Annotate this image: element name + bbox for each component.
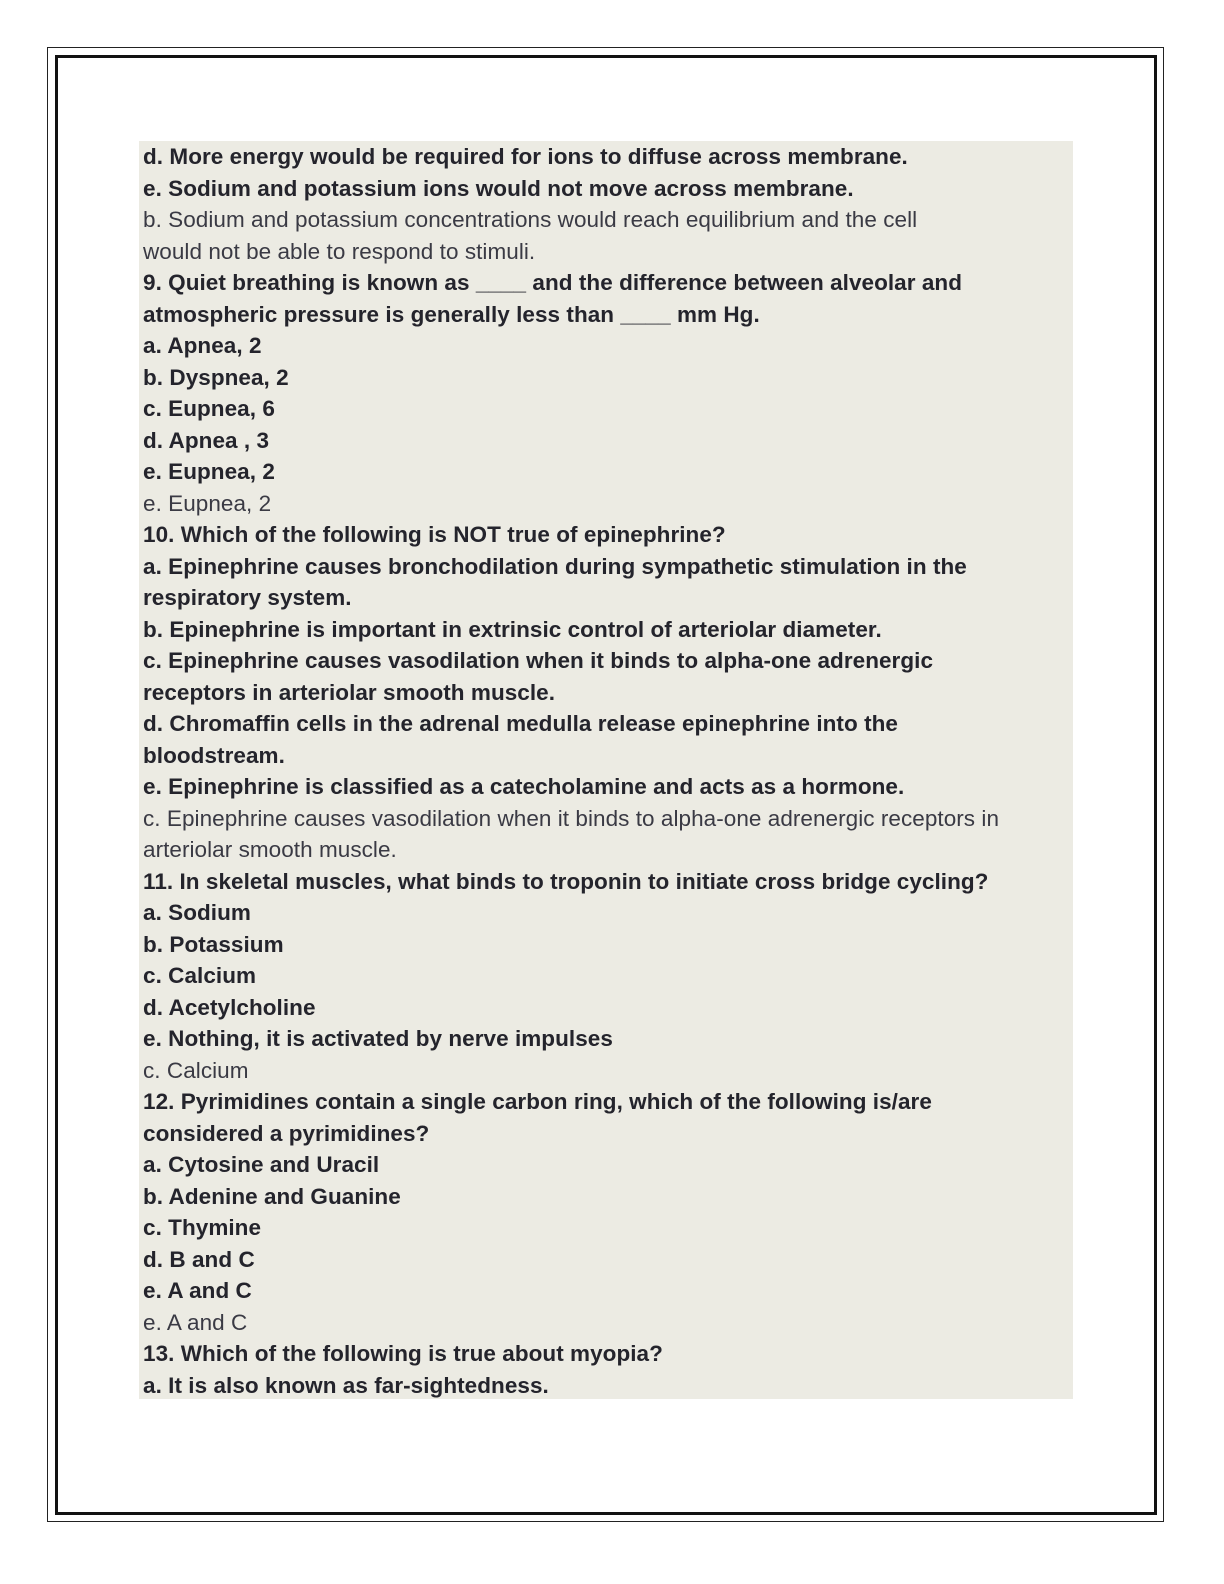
document-text-block bbox=[139, 141, 1073, 1399]
question-line: 13. Which of the following is true about myopia? bbox=[143, 1341, 663, 1366]
question-line: c. Eupnea, 6 bbox=[143, 396, 275, 421]
answer-line: e. Eupnea, 2 bbox=[143, 490, 272, 516]
question-line: respiratory system. bbox=[143, 585, 352, 610]
question-line: 10. Which of the following is NOT true of epinephrine? bbox=[143, 522, 726, 547]
question-line: e. A and C bbox=[143, 1278, 252, 1303]
question-line: e. Sodium and potassium ions would not move across membrane. bbox=[143, 175, 854, 201]
question-line: d. Chromaffin cells in the adrenal medulla release epinephrine into the bbox=[143, 711, 898, 736]
question-line: e. Nothing, it is activated by nerve impulses bbox=[143, 1026, 613, 1051]
question-line: e. Epinephrine is classified as a catecholamine and acts as a hormone. bbox=[143, 774, 905, 799]
question-line: considered a pyrimidines? bbox=[143, 1120, 430, 1146]
question-line: a. Sodium bbox=[143, 900, 251, 925]
answer-line: would not be able to respond to stimuli. bbox=[143, 238, 536, 264]
question-line: e. Eupnea, 2 bbox=[143, 459, 275, 484]
question-line: b. Epinephrine is important in extrinsic control of arteriolar diameter. bbox=[143, 616, 882, 642]
answer-line: e. A and C bbox=[143, 1309, 248, 1335]
answer-line: c. Calcium bbox=[143, 1057, 249, 1083]
question-line: d. Acetylcholine bbox=[143, 994, 316, 1020]
answer-line: arteriolar smooth muscle. bbox=[143, 837, 397, 862]
question-line: b. Potassium bbox=[143, 931, 284, 957]
question-line: 11. In skeletal muscles, what binds to troponin to initiate cross bridge cycling? bbox=[143, 868, 989, 894]
question-line: a. Cytosine and Uracil bbox=[143, 1152, 380, 1177]
question-line: bloodstream. bbox=[143, 742, 285, 768]
question-line: receptors in arteriolar smooth muscle. bbox=[143, 679, 556, 705]
question-line: a. It is also known as far-sightedness. bbox=[143, 1372, 549, 1398]
question-line: d. B and C bbox=[143, 1246, 255, 1272]
question-line: b. Adenine and Guanine bbox=[143, 1183, 401, 1209]
question-line: b. Dyspnea, 2 bbox=[143, 364, 289, 390]
question-line: 9. Quiet breathing is known as ____ and the difference between alveolar and bbox=[143, 270, 962, 295]
question-line: c. Thymine bbox=[143, 1215, 262, 1240]
answer-line: c. Epinephrine causes vasodilation when it binds to alpha-one adrenergic receptors in bbox=[143, 805, 1000, 831]
question-line: 12. Pyrimidines contain a single carbon ring, which of the following is/are bbox=[143, 1089, 932, 1114]
answer-line: b. Sodium and potassium concentrations would reach equilibrium and the cell bbox=[143, 207, 918, 232]
question-line: a. Apnea, 2 bbox=[143, 333, 262, 358]
question-line: d. Apnea , 3 bbox=[143, 427, 270, 453]
question-line: atmospheric pressure is generally less than ____ mm Hg. bbox=[143, 301, 760, 327]
question-line: c. Calcium bbox=[143, 963, 257, 988]
question-line: d. More energy would be required for ions to diffuse across membrane. bbox=[143, 144, 908, 169]
question-line: c. Epinephrine causes vasodilation when it binds to alpha-one adrenergic bbox=[143, 648, 934, 673]
question-line: a. Epinephrine causes bronchodilation during sympathetic stimulation in the bbox=[143, 553, 967, 579]
